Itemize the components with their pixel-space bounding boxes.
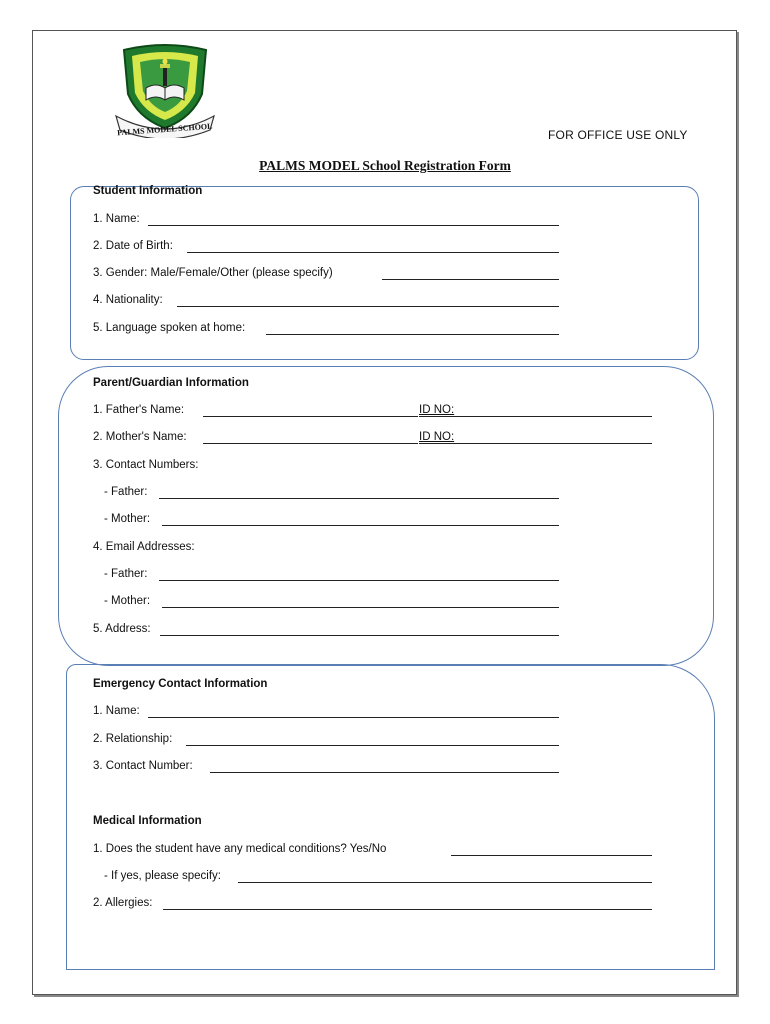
field-label: 1. Does the student have any medical conditions? Yes/No xyxy=(93,843,387,855)
input-line[interactable] xyxy=(238,882,652,883)
field-label: 4. Nationality: xyxy=(93,294,163,306)
field-label: 2. Relationship: xyxy=(93,733,173,745)
input-line[interactable] xyxy=(266,334,559,335)
input-line[interactable] xyxy=(148,717,559,718)
id-input-line[interactable] xyxy=(419,416,652,417)
logo-text: PALMS MODEL SCHOOL xyxy=(116,121,213,138)
field-label: 1. Father's Name: xyxy=(93,404,185,416)
field-label: 5. Address: xyxy=(93,623,151,635)
field-label: 4. Email Addresses: xyxy=(93,541,195,553)
input-line[interactable] xyxy=(148,225,559,226)
field-label: - If yes, please specify: xyxy=(104,870,221,882)
medical-info-heading: Medical Information xyxy=(93,815,202,827)
input-line[interactable] xyxy=(159,580,559,581)
field-label: 3. Contact Numbers: xyxy=(93,459,199,471)
field-label: 2. Date of Birth: xyxy=(93,240,173,252)
input-line[interactable] xyxy=(210,772,559,773)
field-label: 1. Name: xyxy=(93,213,140,225)
field-label: 5. Language spoken at home: xyxy=(93,322,246,334)
input-line[interactable] xyxy=(162,525,559,526)
field-label: - Mother: xyxy=(104,513,151,525)
input-line[interactable] xyxy=(187,252,559,253)
input-line[interactable] xyxy=(186,745,559,746)
input-line[interactable] xyxy=(163,909,652,910)
input-line[interactable] xyxy=(162,607,559,608)
id-label: ID NO: xyxy=(419,404,455,416)
page-title: PALMS MODEL School Registration Form xyxy=(259,158,511,173)
parent-info-heading: Parent/Guardian Information xyxy=(93,377,249,389)
school-logo xyxy=(110,44,220,138)
field-label: 2. Allergies: xyxy=(93,897,153,909)
field-label: 1. Name: xyxy=(93,705,140,717)
field-label: 3. Contact Number: xyxy=(93,760,193,772)
field-label: - Mother: xyxy=(104,595,151,607)
office-use-label: FOR OFFICE USE ONLY xyxy=(548,128,688,142)
emergency-info-heading: Emergency Contact Information xyxy=(93,678,268,690)
input-line[interactable] xyxy=(451,855,652,856)
input-line[interactable] xyxy=(203,416,418,417)
field-label: 3. Gender: Male/Female/Other (please specify) xyxy=(93,267,333,279)
field-label: 2. Mother's Name: xyxy=(93,431,187,443)
input-line[interactable] xyxy=(177,306,559,307)
input-line[interactable] xyxy=(382,279,559,280)
student-info-heading: Student Information xyxy=(93,185,203,197)
field-label: - Father: xyxy=(104,486,148,498)
input-line[interactable] xyxy=(203,443,418,444)
field-label: - Father: xyxy=(104,568,148,580)
input-line[interactable] xyxy=(159,498,559,499)
id-input-line[interactable] xyxy=(419,443,652,444)
input-line[interactable] xyxy=(160,635,559,636)
id-label: ID NO: xyxy=(419,431,455,443)
